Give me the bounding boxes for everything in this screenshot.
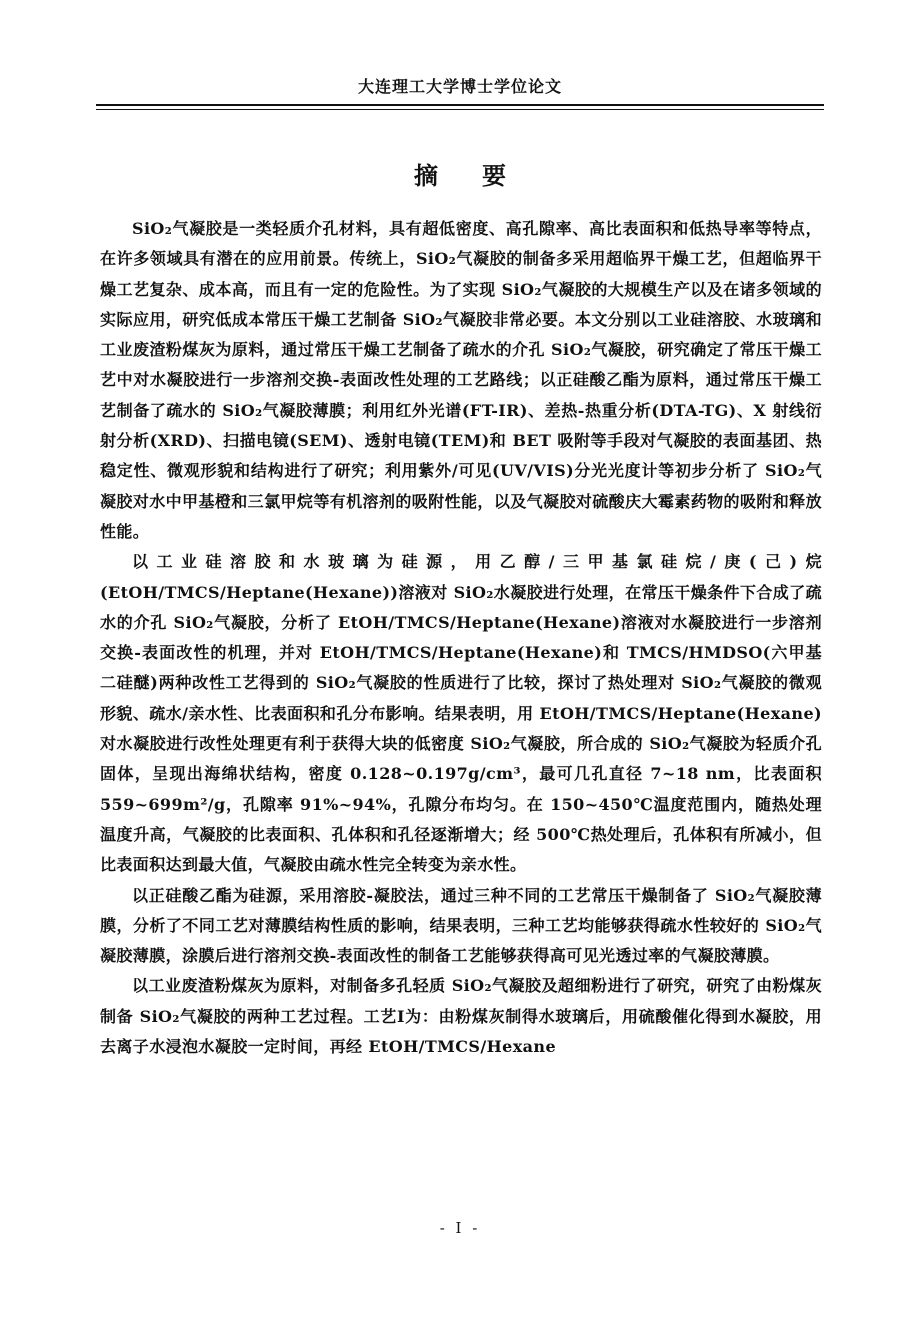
running-header: 大连理工大学博士学位论文 bbox=[357, 77, 562, 96]
header-rule bbox=[96, 104, 824, 106]
paragraph: 以正硅酸乙酯为硅源，采用溶胶-凝胶法，通过三种不同的工艺常压干燥制备了 SiO₂气凝胶薄膜，分析了不同工艺对薄膜结构性质的影响，结果表明，三种工艺均能够获得疏水性较好的 SiO₂气凝胶薄膜，涂膜后进行溶剂交换-表面改性的制备工艺能够获得高可见光透过率的气凝胶薄膜。 bbox=[100, 885, 822, 966]
header-rule-thin bbox=[96, 109, 824, 110]
abstract-body bbox=[100, 214, 822, 1062]
paragraph: 以工业硅溶胶和水玻璃为硅源，用乙醇/三甲基氯硅烷/庚(己)烷(EtOH/TMCS/Heptane(Hexane))溶液对 SiO₂水凝胶进行处理，在常压干燥条件下合成了疏水的介孔 SiO₂气凝胶，分析了 EtOH/TMCS/Heptane(Hexane)溶液对水凝胶进行一步溶剂交换-表面改性的机理，并对 EtOH/TMCS/Heptane(Hexane)和 TMCS/HMDSO(六甲基二硅醚)两种改性工艺得到的 SiO₂气凝胶的性质进行了比较，探讨了热处理对 SiO₂气凝胶的微观形貌、疏水/亲水性、比表面积和孔分布影响。结果表明，用 EtOH/TMCS/Heptane(Hexane)对水凝胶进行改性处理更有利于获得大块的低密度 SiO₂气凝胶，所合成的 SiO₂气凝胶为轻质介孔固体，呈现出海绵状结构，密度 0.128~0.197g/cm³，最可几孔直径 7~18 nm，比表面积 559~699m²/g，孔隙率 91%~94%，孔隙分布均匀。在 150~450℃温度范围内，随热处理温度升高，气凝胶的比表面积、孔体积和孔径逐渐增大；经 500℃热处理后，孔体积有所减小，但比表面积达到最大值，气凝胶由疏水性完全转变为亲水性。 bbox=[100, 552, 822, 875]
paragraph: SiO₂气凝胶是一类轻质介孔材料，具有超低密度、高孔隙率、高比表面积和低热导率等特点，在许多领域具有潜在的应用前景。传统上，SiO₂气凝胶的制备多采用超临界干燥工艺，但超临界干燥工艺复杂、成本高，而且有一定的危险性。为了实现 SiO₂气凝胶的大规模生产以及在诸多领域的实际应用，研究低成本常压干燥工艺制备 SiO₂气凝胶非常必要。本文分别以工业硅溶胶、水玻璃和工业废渣粉煤灰为原料，通过常压干燥工艺制备了疏水的介孔 SiO₂气凝胶，研究确定了常压干燥工艺中对水凝胶进行一步溶剂交换-表面改性处理的工艺路线；以正硅酸乙酯为原料，通过常压干燥工艺制备了疏水的 SiO₂气凝胶薄膜；利用红外光谱(FT-IR)、差热-热重分析(DTA-TG)、X 射线衍射分析(XRD)、扫描电镜(SEM)、透射电镜(TEM)和 BET 吸附等手段对气凝胶的表面基团、热稳定性、微观形貌和结构进行了研究；利用紫外/可见(UV/VIS)分光光度计等初步分析了 SiO₂气凝胶对水中甲基橙和三氯甲烷等有机溶剂的吸附性能，以及气凝胶对硫酸庆大霉素药物的吸附和释放性能。 bbox=[100, 219, 822, 541]
section-title: 摘要 bbox=[414, 161, 550, 190]
page-number: - I - bbox=[439, 1219, 481, 1237]
paragraph: 以工业废渣粉煤灰为原料，对制备多孔轻质 SiO₂气凝胶及超细粉进行了研究，研究了由粉煤灰制备 SiO₂气凝胶的两种工艺过程。工艺Ⅰ为：由粉煤灰制得水玻璃后，用硫酸催化得到水凝胶，用去离子水浸泡水凝胶一定时间，再经 EtOH/TMCS/Hexane bbox=[100, 976, 822, 1057]
